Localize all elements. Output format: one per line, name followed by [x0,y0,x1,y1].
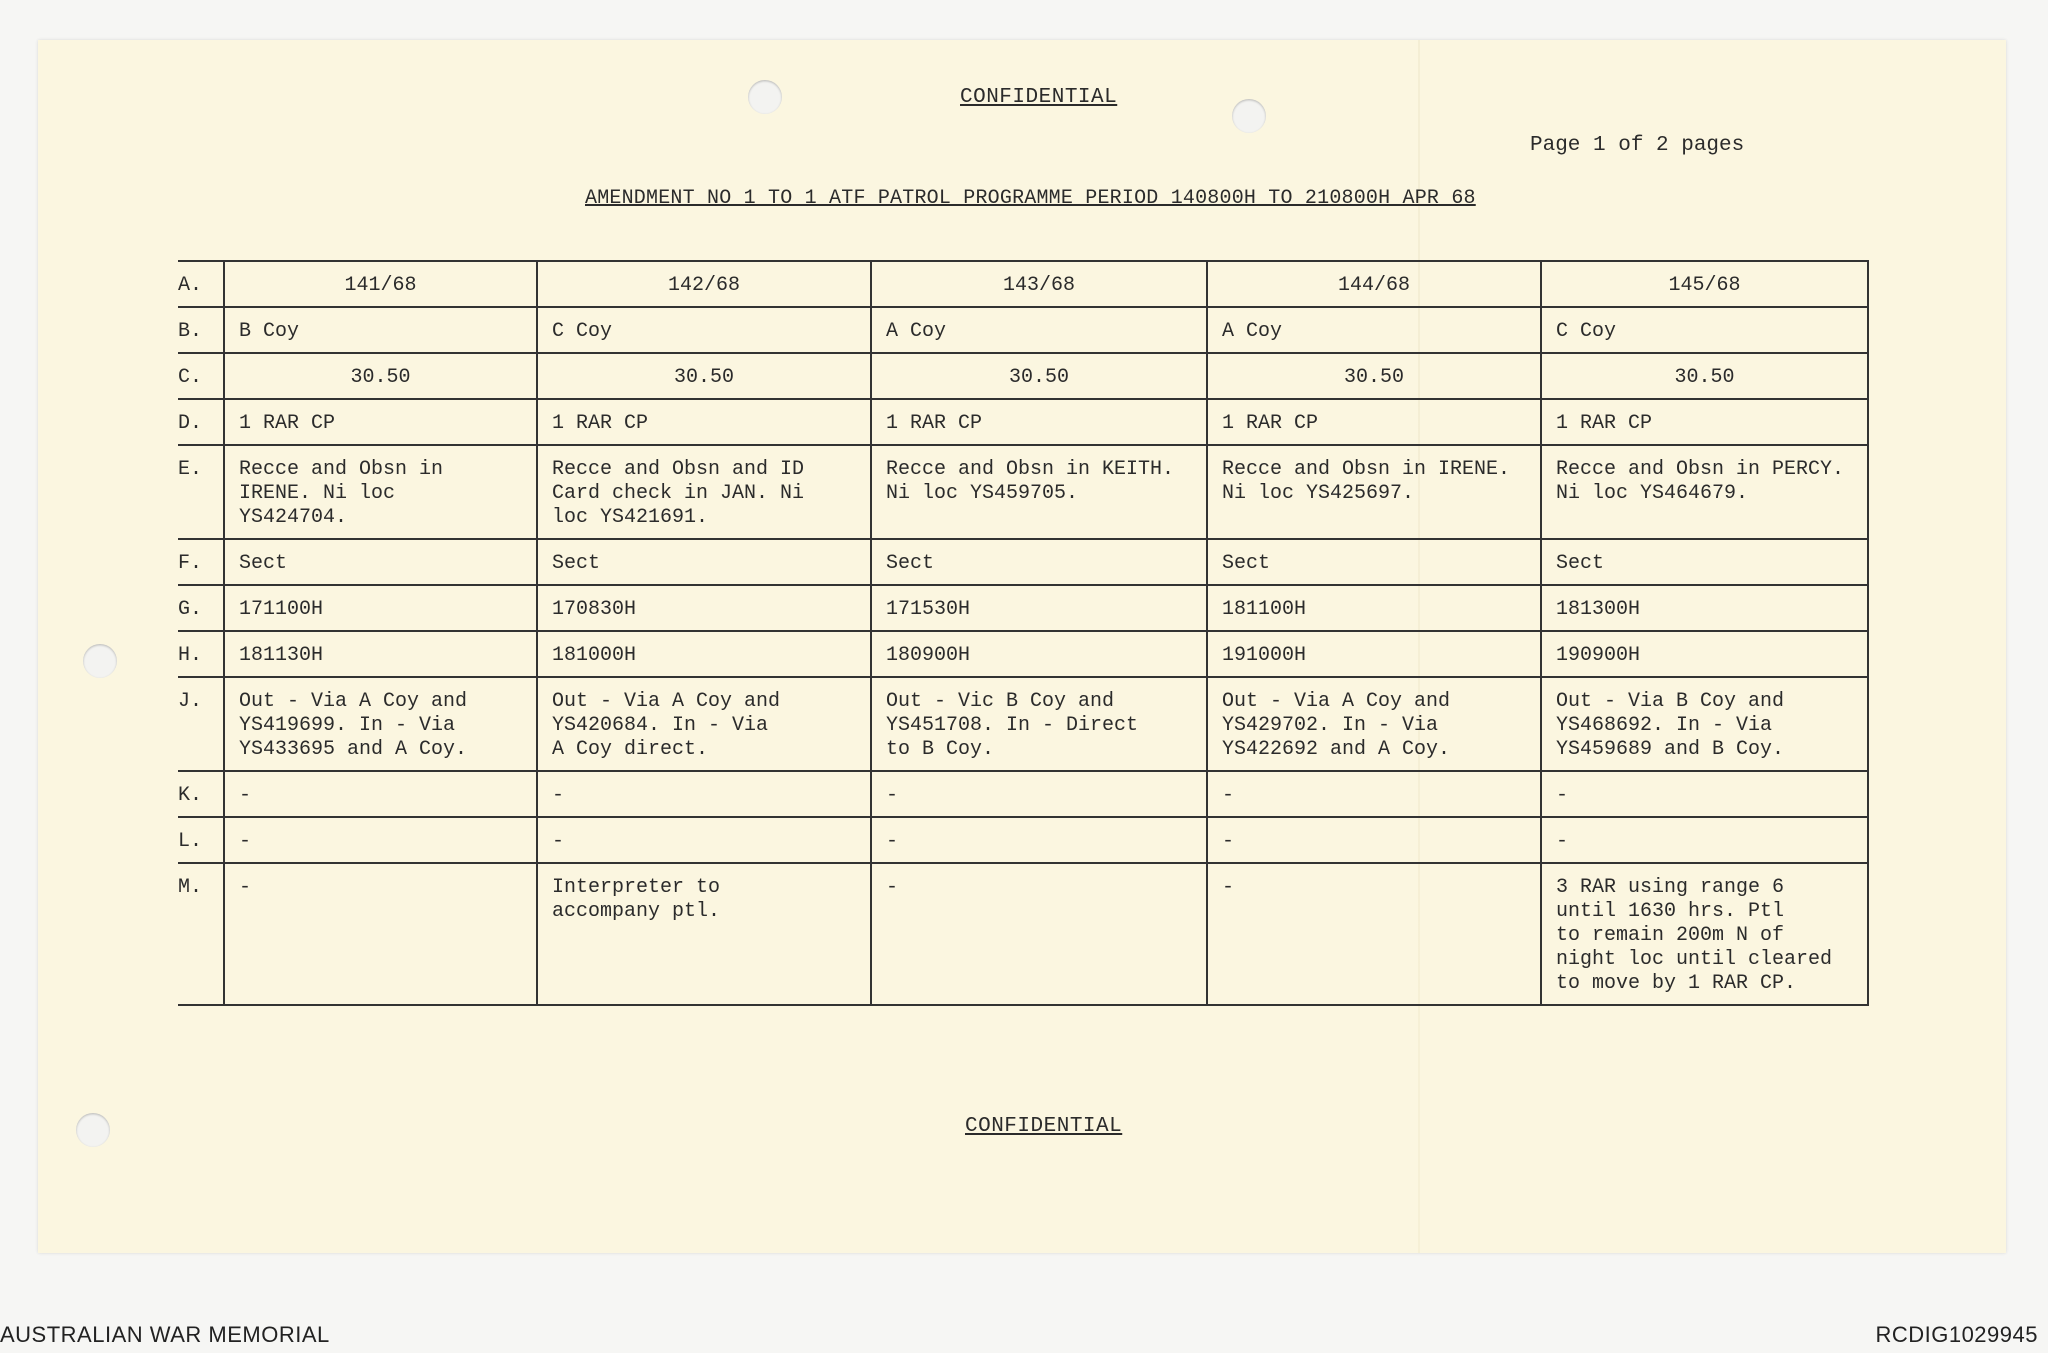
table-row [178,771,1868,817]
row-label: E. [178,445,224,539]
table-cell: - [1207,817,1541,863]
table-cell: 181000H [537,631,871,677]
table-cell: Sect [1541,539,1868,585]
table-row [178,677,1868,771]
row-label: J. [178,677,224,771]
table-cell: Sect [1207,539,1541,585]
table-cell: Out - Vic B Coy and YS451708. In - Direct to B Coy. [871,677,1207,771]
table-cell: 171530H [871,585,1207,631]
row-label: H. [178,631,224,677]
table-cell: 30.50 [224,353,537,399]
row-label: L. [178,817,224,863]
archive-credit: AUSTRALIAN WAR MEMORIAL [0,1322,330,1347]
table-cell: 171100H [224,585,537,631]
table-cell: 170830H [537,585,871,631]
table-cell: - [1541,817,1868,863]
table-cell: 30.50 [871,353,1207,399]
table-row [178,631,1868,677]
table-cell: 191000H [1207,631,1541,677]
table-cell: Recce and Obsn in IRENE. Ni loc YS424704. [224,445,537,539]
table-cell: 142/68 [537,261,871,307]
row-label: B. [178,307,224,353]
table-cell: 145/68 [1541,261,1868,307]
table-row [178,353,1868,399]
row-label: A. [178,261,224,307]
table-cell: 141/68 [224,261,537,307]
table-cell: Sect [871,539,1207,585]
table-cell: Recce and Obsn in PERCY. Ni loc YS464679. [1541,445,1868,539]
table-cell: Recce and Obsn in IRENE. Ni loc YS425697. [1207,445,1541,539]
table-row [178,399,1868,445]
table-cell: 144/68 [1207,261,1541,307]
punch-hole [76,1113,110,1147]
table-cell: C Coy [1541,307,1868,353]
table-cell: 30.50 [1207,353,1541,399]
table-cell: 190900H [1541,631,1868,677]
table-cell: - [537,817,871,863]
table-cell: A Coy [871,307,1207,353]
archive-reference: RCDIG1029945 [1875,1322,2038,1347]
table-cell: - [871,771,1207,817]
table-cell: 180900H [871,631,1207,677]
table-cell: - [224,771,537,817]
table-cell: B Coy [224,307,537,353]
table-cell: 181130H [224,631,537,677]
table-cell: 1 RAR CP [1207,399,1541,445]
patrol-programme-table [178,260,1869,1006]
table-cell: 1 RAR CP [537,399,871,445]
row-label: F. [178,539,224,585]
table-cell: C Coy [537,307,871,353]
row-label: M. [178,863,224,1005]
table-cell: Recce and Obsn and ID Card check in JAN. Ni loc YS421691. [537,445,871,539]
row-label: K. [178,771,224,817]
table-row [178,539,1868,585]
table-cell: - [871,863,1207,1005]
table-row [178,863,1868,1005]
table-cell: A Coy [1207,307,1541,353]
table-cell: - [1541,771,1868,817]
table-cell: Sect [224,539,537,585]
table-row [178,307,1868,353]
table-cell: 3 RAR using range 6 until 1630 hrs. Ptl to remain 200m N of night loc until cleared to move by 1 RAR CP. [1541,863,1868,1005]
table-cell: Recce and Obsn in KEITH. Ni loc YS459705. [871,445,1207,539]
table-cell: 30.50 [537,353,871,399]
table-cell: 1 RAR CP [1541,399,1868,445]
row-label: D. [178,399,224,445]
table-cell: 1 RAR CP [224,399,537,445]
table-cell: 143/68 [871,261,1207,307]
punch-hole [748,80,782,114]
table-cell: - [537,771,871,817]
table-cell: Out - Via A Coy and YS429702. In - Via YS422692 and A Coy. [1207,677,1541,771]
page-count: Page 1 of 2 pages [1530,134,1745,157]
row-label: C. [178,353,224,399]
document-title: AMENDMENT NO 1 TO 1 ATF PATROL PROGRAMME PERIOD 140800H TO 210800H APR 68 [585,187,1476,210]
classification-bottom: CONFIDENTIAL [965,1115,1123,1138]
punch-hole [1232,99,1266,133]
table-row [178,445,1868,539]
table-row [178,585,1868,631]
table-row [178,817,1868,863]
table-cell: Out - Via A Coy and YS420684. In - Via A Coy direct. [537,677,871,771]
table-cell: Out - Via A Coy and YS419699. In - Via YS433695 and A Coy. [224,677,537,771]
table-cell: - [224,863,537,1005]
table-cell: Out - Via B Coy and YS468692. In - Via YS459689 and B Coy. [1541,677,1868,771]
table-cell: - [224,817,537,863]
table-cell: Interpreter to accompany ptl. [537,863,871,1005]
table-cell: Sect [537,539,871,585]
classification-top: CONFIDENTIAL [960,86,1118,109]
row-label: G. [178,585,224,631]
table-cell: 30.50 [1541,353,1868,399]
table-cell: - [1207,863,1541,1005]
table-row [178,261,1868,307]
table-cell: 1 RAR CP [871,399,1207,445]
table-cell: - [1207,771,1541,817]
table-cell: 181300H [1541,585,1868,631]
table-cell: 181100H [1207,585,1541,631]
table-cell: - [871,817,1207,863]
punch-hole [83,644,117,678]
